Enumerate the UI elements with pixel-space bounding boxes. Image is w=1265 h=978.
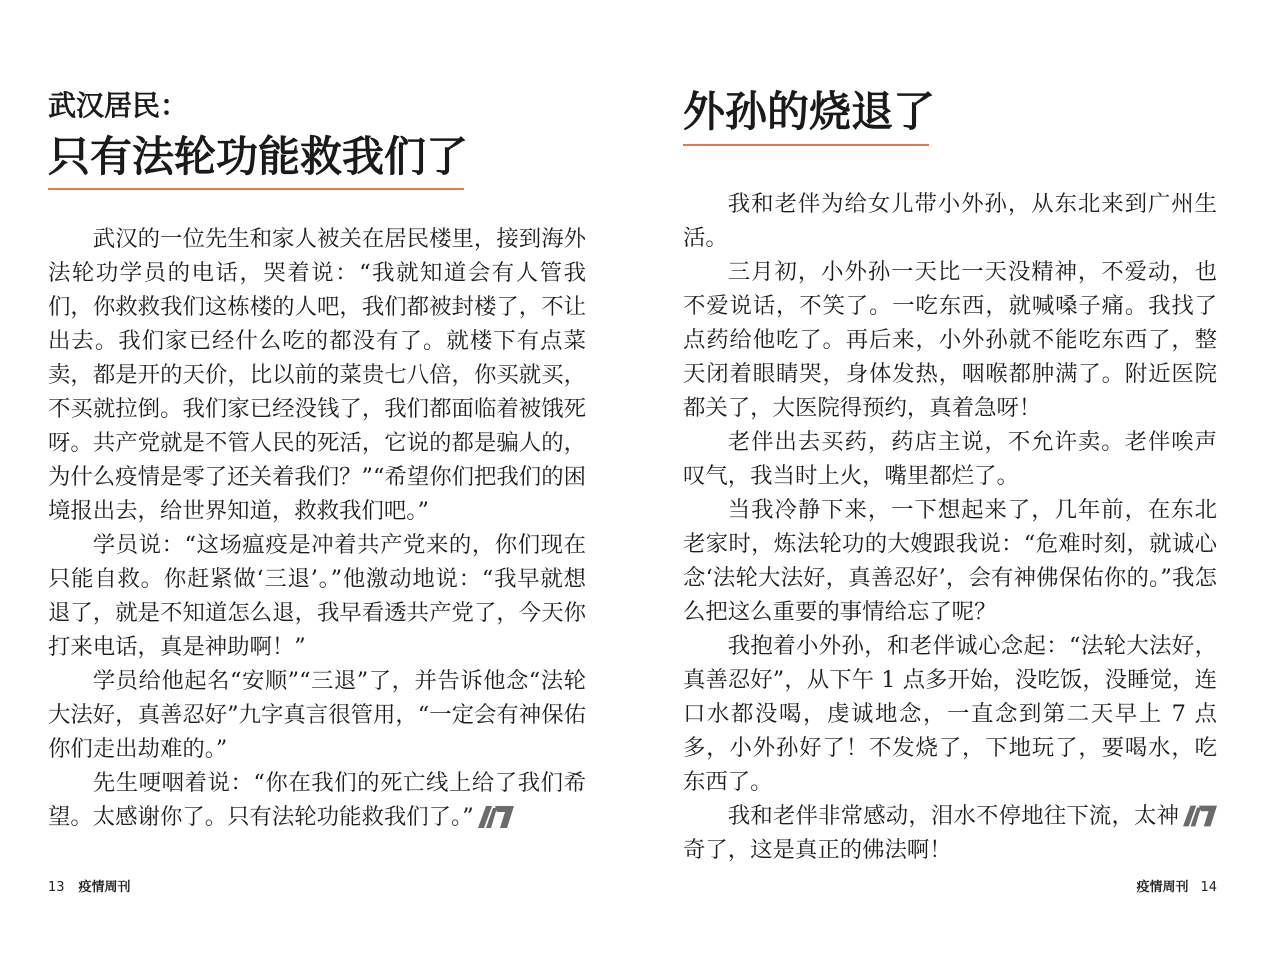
end-mark-icon [478,806,514,828]
body-paragraph: 学员给他起名“安顺”“三退”了，并告诉他念“法轮大法好，真善忍好”九字真言很管用，“一定会有神保佑你们走出劫难的。” [48,668,586,762]
publication-name: 疫情周刊 [78,880,131,895]
article-headline: 只有法轮功能救我们了 [48,132,469,181]
body-paragraph: 老伴出去买药，药店主说，不允许卖。老伴唉声叹气，我当时上火，嘴里都烂了。 [683,429,1217,489]
end-mark-icon [1183,805,1217,827]
page-footer-left [48,878,131,898]
body-paragraph: 我和老伴为给女儿带小外孙，从东北来到广州生活。 [683,191,1217,251]
body-paragraph: 当我冷静下来，一下想起来了，几年前，在东北老家时，炼法轮功的大嫂跟我说：“危难时刻，就诚心念‘法轮大法好，真善忍好’，会有神佛保佑你的。”我怎么把这么重要的事情给忘了呢？ [683,497,1217,625]
article-body [683,187,1217,867]
page-footer-right [1136,878,1217,898]
body-paragraph-text: 先生哽咽着说：“你在我们的死亡线上给了我们希望。太感谢你了。只有法轮功能救我们了。” [48,770,586,830]
article-kicker: 武汉居民： [48,89,189,122]
body-paragraph: 我抱着小外孙，和老伴诚心念起：“法轮大法好，真善忍好”，从下午 1 点多开始，没吃饭，没睡觉，连口水都没喝，虔诚地念，一直念到第二天早上 7 点多，小外孙好了！不发烧了，下地玩了，要喝水，吃东西了。 [683,633,1217,795]
page-number: 14 [1200,880,1217,895]
article-body [48,222,586,834]
page-number: 13 [48,880,65,895]
body-paragraph: 三月初，小外孙一天比一天没精神，不爱动，也不爱说话，不笑了。一吃东西，就喊嗓子痛。我找了点药给他吃了。再后来，小外孙就不能吃东西了，整天闭着眼睛哭，身体发热，咽喉都肿满了。附近医院都关了，大医院得预约，真着急呀！ [683,259,1217,421]
body-paragraph-last [683,799,1217,867]
body-paragraph-last [48,766,586,834]
body-paragraph: 武汉的一位先生和家人被关在居民楼里，接到海外法轮功学员的电话，哭着说：“我就知道会有人管我们，你救救我们这栋楼的人吧，我们都被封楼了，不让出去。我们家已经什么吃的都没有了。就楼下有点菜卖，都是开的天价，比以前的菜贵七八倍，你买就买，不买就拉倒。我们家已经没钱了，我们都面临着被饿死呀。共产党就是不管人民的死活，它说的都是骗人的，为什么疫情是零了还关着我们？”“希望你们把我们的困境报出去，给世界知道，救救我们吧。” [48,226,586,524]
body-paragraph: 学员说：“这场瘟疫是冲着共产党来的，你们现在只能自救。你赶紧做‘三退’。”他激动地说：“我早就想退了，就是不知道怎么退，我早看透共产党了，今天你打来电话，真是神助啊！” [48,532,586,660]
headline-underline [48,188,464,190]
publication-name: 疫情周刊 [1136,880,1189,895]
body-paragraph-text: 我和老伴非常感动，泪水不停地往下流，太神奇了，这是真正的佛法啊！ [683,803,1179,863]
headline-underline [683,144,929,146]
article-headline: 外孙的烧退了 [683,87,936,136]
